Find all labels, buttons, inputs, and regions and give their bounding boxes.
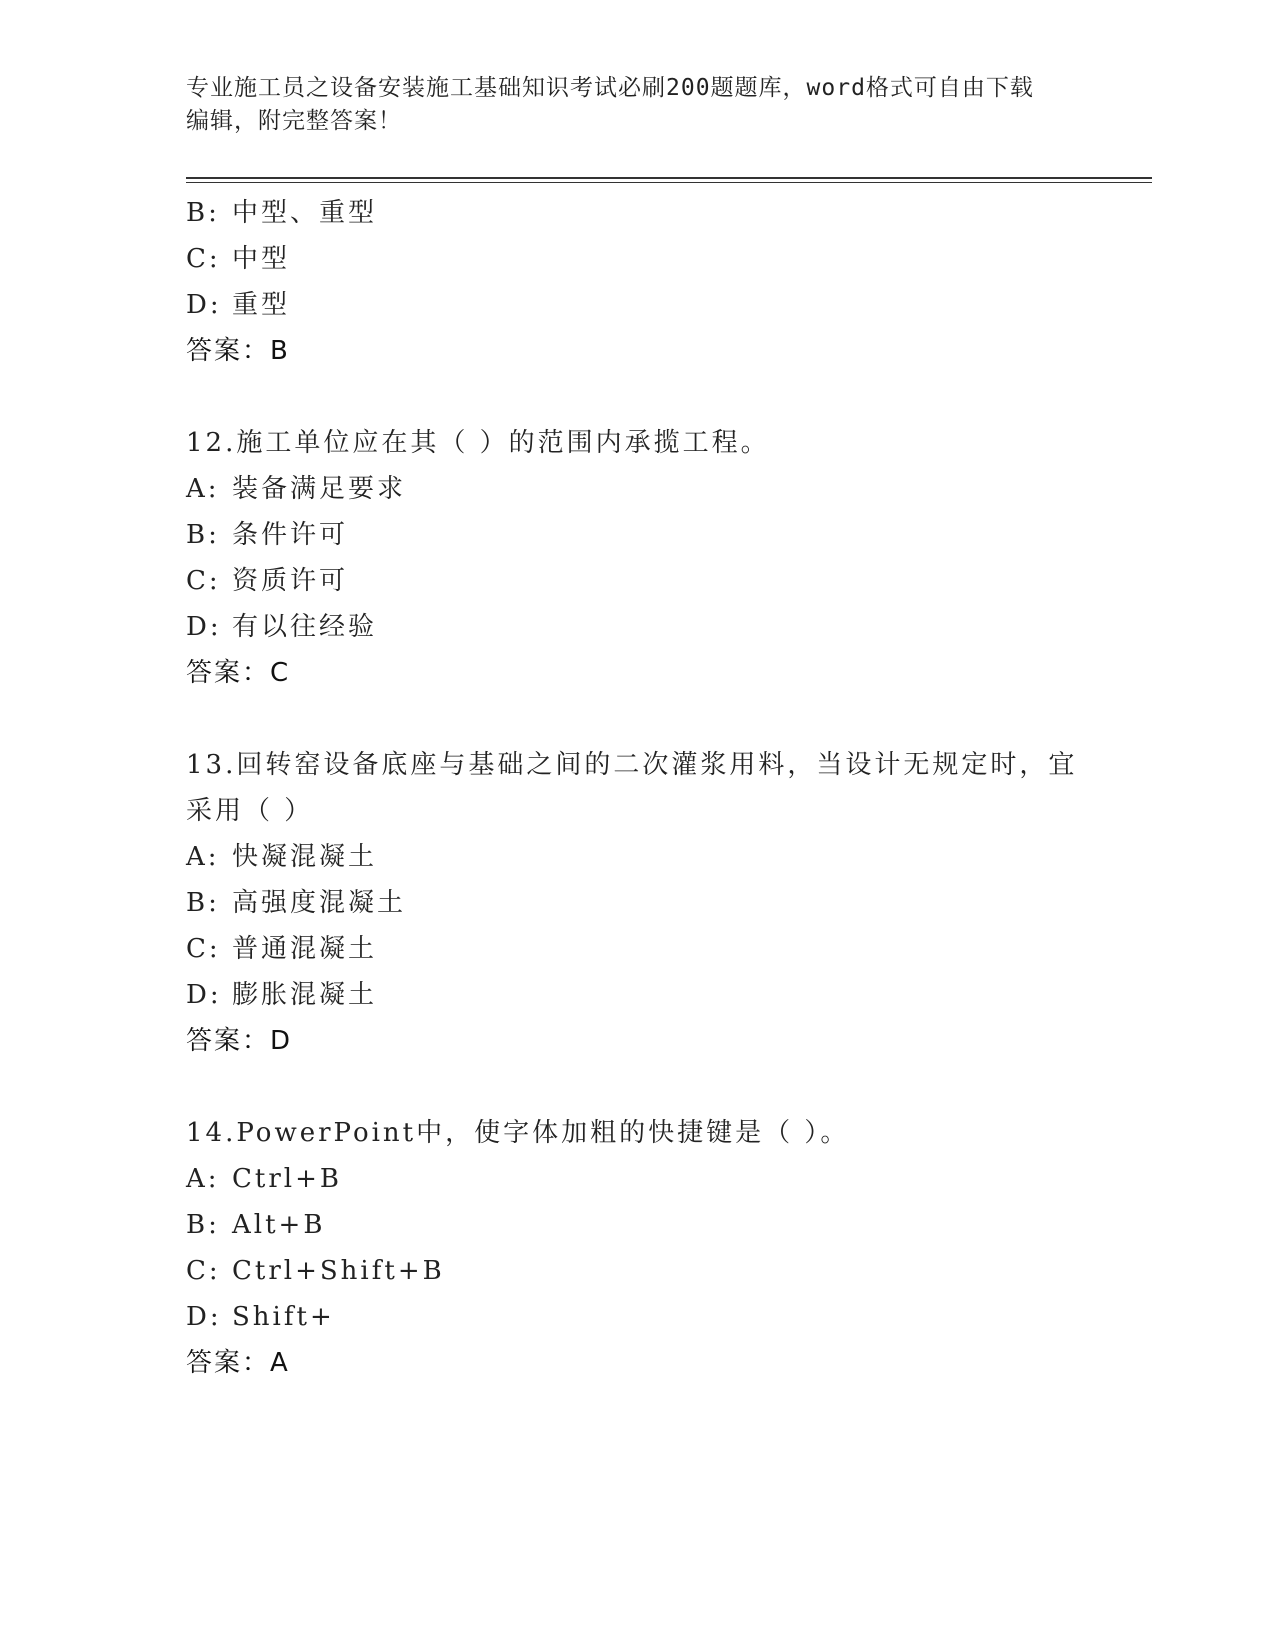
spacer (186, 1064, 1086, 1110)
header-title-line-1: 专业施工员之设备安装施工基础知识考试必刷200题题库，word格式可自由下载 (186, 75, 1034, 101)
option-b: B: 条件许可 (186, 520, 349, 550)
page-header (186, 72, 1086, 138)
option-c: C: 中型 (186, 244, 291, 274)
option-d: D: 膨胀混凝土 (186, 980, 378, 1010)
question-13 (186, 742, 1086, 1064)
option-d: D: 重型 (186, 290, 291, 320)
header-divider (186, 177, 1152, 183)
header-title-line-2: 编辑，附完整答案！ (186, 108, 402, 134)
option-c: C: 资质许可 (186, 566, 349, 596)
question-stem-line-1: 13.回转窑设备底座与基础之间的二次灌浆用料，当设计无规定时，宜 (186, 750, 1078, 780)
option-a: A: 装备满足要求 (186, 474, 407, 504)
spacer (186, 374, 1086, 420)
spacer (186, 696, 1086, 742)
question-11-continued (186, 190, 1086, 374)
option-c: C: 普通混凝土 (186, 934, 378, 964)
document-body (186, 190, 1086, 1386)
question-stem-line-2: 采用（ ） (186, 796, 314, 826)
question-stem: 12.施工单位应在其（ ）的范围内承揽工程。 (186, 428, 770, 458)
answer: 答案：C (186, 658, 291, 688)
answer: 答案：A (186, 1348, 290, 1378)
answer: 答案：B (186, 336, 290, 366)
question-stem: 14.PowerPoint中，使字体加粗的快捷键是（ ）。 (186, 1118, 850, 1148)
question-12 (186, 420, 1086, 696)
option-c: C: Ctrl+Shift+B (186, 1256, 445, 1286)
option-b: B: Alt+B (186, 1210, 326, 1240)
option-a: A: Ctrl+B (186, 1164, 342, 1194)
option-d: D: 有以往经验 (186, 612, 378, 642)
answer: 答案：D (186, 1026, 293, 1056)
option-d: D: Shift+ (186, 1302, 335, 1332)
question-14 (186, 1110, 1086, 1386)
option-b: B: 中型、重型 (186, 198, 378, 228)
option-a: A: 快凝混凝土 (186, 842, 378, 872)
option-b: B: 高强度混凝土 (186, 888, 407, 918)
